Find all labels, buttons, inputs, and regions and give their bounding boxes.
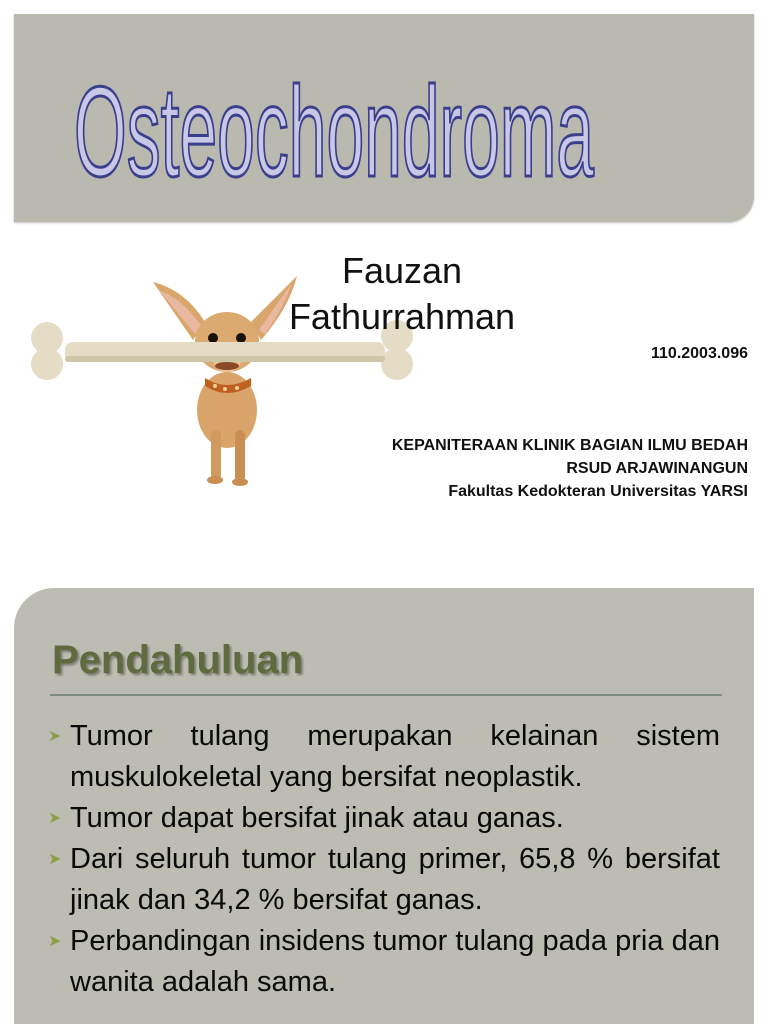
author-name: Fauzan Fathurrahman (288, 250, 516, 337)
dog-paw (207, 476, 223, 484)
student-id: 110.2003.096 (651, 345, 748, 362)
dog-leg (211, 430, 221, 480)
slide-title (72, 48, 632, 198)
arrow-bullet-icon: ➤ (48, 728, 62, 745)
list-item-text: Tumor dapat bersifat jinak atau ganas. (70, 802, 564, 834)
affiliation-line: Fakultas Kedokteran Universitas YARSI (448, 483, 748, 500)
list-item-text: Perbandingan insidens tumor tulang pada pria dan wanita adalah sama. (70, 925, 720, 998)
list-item (48, 921, 720, 1003)
dog-leg (235, 430, 245, 482)
dog-paw (232, 478, 248, 486)
list-item (48, 839, 720, 921)
heading-divider (50, 694, 722, 696)
list-item-text: Tumor tulang merupakan kelainan sistem muskulokeletal yang bersifat neoplastik. (70, 720, 720, 793)
list-item (48, 716, 720, 798)
slide-title-text: Osteochondroma (74, 61, 595, 198)
intro-slide (14, 588, 754, 1024)
dog-eye (208, 333, 218, 343)
arrow-bullet-icon: ➤ (48, 933, 62, 950)
list-item-text: Dari seluruh tumor tulang primer, 65,8 % bersifat jinak dan 34,2 % bersifat ganas. (70, 843, 720, 916)
bullet-list (48, 716, 720, 1003)
section-heading: Pendahuluan (52, 638, 304, 682)
affiliation-line: RSUD ARJAWINANGUN (566, 460, 748, 477)
affiliation-line: KEPANITERAAN KLINIK BAGIAN ILMU BEDAH (391, 437, 748, 454)
list-item (48, 798, 720, 839)
affiliation-block (392, 434, 748, 503)
arrow-bullet-icon: ➤ (48, 851, 62, 868)
dog-eye (236, 333, 246, 343)
arrow-bullet-icon: ➤ (48, 810, 62, 827)
